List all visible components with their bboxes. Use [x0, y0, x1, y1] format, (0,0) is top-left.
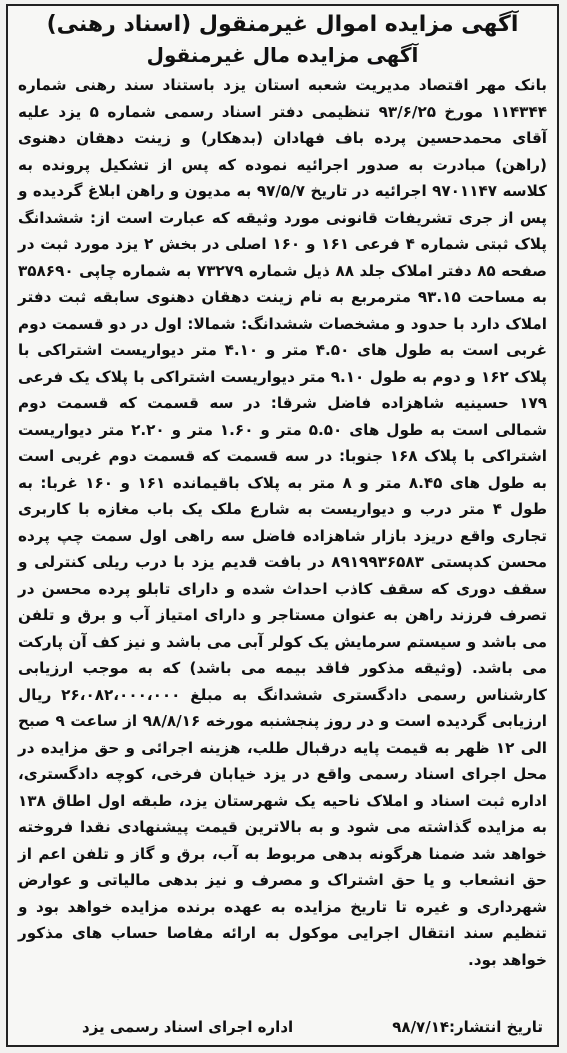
notice-subtitle: آگهی مزایده مال غیرمنقول [146, 43, 419, 67]
publish-date: تاریخ انتشار:۹۸/۷/۱۴ [392, 1018, 543, 1036]
notice-title: آگهی مزایده اموال غیرمنقول (اسناد رهنی) [46, 12, 519, 37]
notice-frame [6, 4, 559, 1047]
notice-body: بانک مهر اقتصاد مدیریت شعبه استان یزد باستناد سند رهنی شماره ۱۱۴۳۴۴ مورخ ۹۳/۶/۲۵ تنظیمی دفتر اسناد رسمی شماره ۵ یزد علیه آقای محمدحسین پرده باف فهادان (بدهکار) و زینت دهقان دهنوی (راهن) مبادرت به صدور اجرائیه نموده که پس از تشکیل پرونده به کلاسه ۹۷۰۱۱۴۷ اجرائیه در تاریخ ۹۷/۵/۷ به مدیون و راهن ابلاغ گردیده و پس از جری تشریفات قانونی مورد وثیقه که عبارت است از: ششدانگ پلاک ثبتی شماره ۴ فرعی ۱۶۱ و ۱۶۰ اصلی در بخش ۲ یزد مورد ثبت در صفحه ۸۵ دفتر املاک جلد ۸۸ ذیل شماره ۷۳۲۷۹ به شماره چاپی ۳۵۸۶۹۰ به مساحت ۹۳.۱۵ مترمربع به نام زینت دهقان دهنوی سابقه ثبت دفتر املاک دارد با حدود و مشخصات ششدانگ: شمالا: اول در دو قسمت دوم غربی است به طول های ۴.۵۰ متر و ۴.۱۰ متر دیواریست اشتراکی با پلاک ۱۶۲ و دوم به طول ۹.۱۰ متر دیواریست اشتراکی با پلاک یک فرعی ۱۷۹ حسینیه شاهزاده فاضل شرقا: در سه قسمت که قسمت دوم شمالی است به طول های ۵.۵۰ متر و ۱.۶۰ متر و ۲.۲۰ متر دیواریست اشتراکی با پلاک ۱۶۸ جنوبا: در سه قسمت که قسمت دوم غربی است به طول های ۸.۴۵ متر و ۸ متر به پلاک باقیمانده ۱۶۱ و ۱۶۰ غربا: به طول ۴ متر درب و دیواریست به شارع ملک یک باب مغازه با کاربری تجاری واقع دریزد بازار شاهزاده فاضل سه راهی اول سمت چپ پرده محسن کدپستی ۸۹۱۹۹۳۶۵۸۳ در بافت قدیم یزد با درب ریلی کنترلی و سقف دوری که سقف کاذب احداث شده و دارای تابلو پرده محسن در تصرف فرزند راهن به عنوان مستاجر و دارای امتیاز آب و برق و تلفن می باشد و سیستم سرمایش یک کولر آبی می باشد و نیز کف آن پارکت می باشد. (وثیقه مذکور فاقد بیمه می باشد) که به موجب ارزیابی کارشناس رسمی دادگستری ششدانگ به مبلغ ۲۶،۰۸۲،۰۰۰،۰۰۰ ریال ارزیابی گردیده است و در روز پنجشنبه مورخه ۹۸/۸/۱۶ از ساعت ۹ صبح الی ۱۲ ظهر به قیمت پایه درقبال طلب، هزینه اجرائی و حق مزایده در محل اجرای اسناد رسمی واقع در یزد خیابان فرخی، کوچه دادگستری، اداره ثبت اسناد و املاک ناحیه یک شهرستان یزد، طبقه اول اطاق ۱۳۸ به مزایده گذاشته می شود و به بالاترین قیمت پیشنهادی نقدا فروخته خواهد شد ضمنا هرگونه بدهی مربوط به آب، برق و گاز و تلفن اعم از حق انشعاب و یا حق اشتراک و مصرف و نیز بدهی مالیاتی و عوارض شهرداری و غیره تا تاریخ مزایده به عهده برنده مزایده خواهد بود و تنظیم سند انتقال اجرایی موکول به ارائه مفاصا حساب های مذکور خواهد بود. [18, 76, 548, 969]
notice-footer [22, 1015, 543, 1039]
issuing-office: اداره اجرای اسناد رسمی یزد [82, 1018, 294, 1036]
